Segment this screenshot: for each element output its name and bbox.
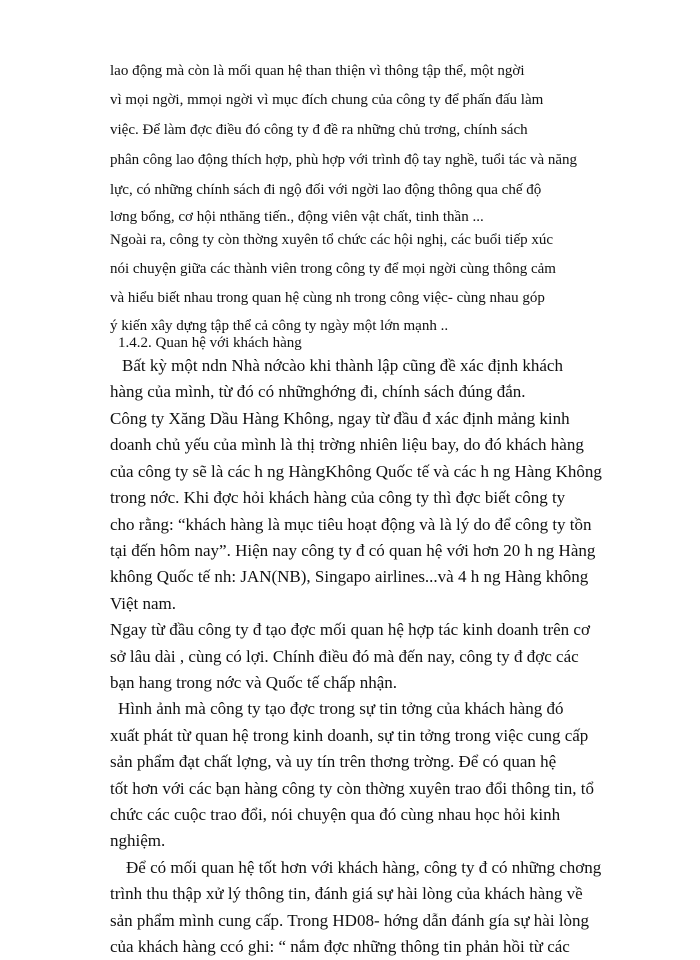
paragraph-line: trình thu thập xử lý thông tin, đánh giá sự hài lòng của khách hàng về bbox=[110, 884, 583, 904]
paragraph-line: lực, có những chính sách đi ngộ đối với ngời lao động thông qua chế độ bbox=[110, 182, 542, 198]
paragraph-line: vì mọi ngời, mmọi ngời vì mục đích chung của công ty để phấn đấu làm bbox=[110, 92, 544, 108]
paragraph-line: sở lâu dài , cùng có lợi. Chính điều đó mà đến nay, công ty đ đợc các bbox=[110, 646, 579, 666]
paragraph-line: Ngay từ đầu công ty đ tạo đợc mối quan hệ hợp tác kinh doanh trên cơ bbox=[110, 620, 590, 640]
section-heading: 1.4.2. Quan hệ với khách hàng bbox=[118, 335, 302, 351]
paragraph-line: phân công lao động thích hợp, phù hợp với trình độ tay nghề, tuổi tác và năng bbox=[110, 152, 578, 168]
paragraph-line: tốt hơn với các bạn hàng công ty còn thờng xuyên trao đổi thông tin, tổ bbox=[110, 778, 594, 798]
paragraph-line: Ngoài ra, công ty còn thờng xuyên tổ chức các hội nghị, các buổi tiếp xúc bbox=[110, 232, 554, 248]
paragraph-line: không Quốc tế nh: JAN(NB), Singapo airlines...và 4 h ng Hàng không bbox=[110, 567, 589, 587]
paragraph-line: nghiệm. bbox=[110, 831, 166, 851]
paragraph-line: cho rằng: “khách hàng là mục tiêu hoạt động và là lý do để công ty tồn bbox=[110, 514, 592, 534]
paragraph-line: Công ty Xăng Dầu Hàng Không, ngay từ đầu đ xác định mảng kinh bbox=[110, 408, 570, 428]
paragraph-line: hàng của mình, từ đó có nhữnghớng đi, chính sách đúng đắn. bbox=[110, 382, 526, 402]
paragraph-line: chức các cuộc trao đổi, nói chuyện qua đó cùng nhau học hỏi kinh bbox=[110, 805, 561, 824]
paragraph-line: Để có mối quan hệ tốt hơn với khách hàng, công ty đ có những chơng bbox=[126, 857, 602, 877]
paragraph-line: Hình ảnh mà công ty tạo đợc trong sự tin tởng của khách hàng đó bbox=[118, 699, 564, 719]
paragraph-line: xuất phát từ quan hệ trong kinh doanh, sự tin tởng trong việc cung cấp bbox=[110, 725, 589, 745]
paragraph-line: trong nớc. Khi đợc hỏi khách hàng của công ty thì đợc biết công ty bbox=[110, 488, 566, 507]
paragraph-line: nói chuyện giữa các thành viên trong công ty để mọi ngời cùng thông cảm bbox=[110, 261, 556, 277]
paragraph-line: Việt nam. bbox=[110, 593, 177, 613]
paragraph-line: doanh chủ yếu của mình là thị trờng nhiên liệu bay, do đó khách hàng bbox=[110, 435, 584, 455]
paragraph-line: lơng bổng, cơ hội nthăng tiến., động viên vật chất, tinh thần ... bbox=[110, 209, 484, 225]
paragraph-line: việc. Để làm đợc điều đó công ty đ đề ra những chủ trơng, chính sách bbox=[110, 122, 528, 138]
paragraph-line: và hiểu biết nhau trong quan hệ cùng nh trong công việc- cùng nhau góp bbox=[110, 290, 545, 306]
paragraph-line: ý kiến xây dựng tập thể cả công ty ngày một lớn mạnh .. bbox=[110, 318, 449, 334]
paragraph-line: Bất kỳ một ndn Nhà nớcào khi thành lập cũng đề xác định khách bbox=[122, 356, 563, 375]
paragraph-line: sản phẩm mình cung cấp. Trong HD08- hớng dẫn đánh gía sự hài lòng bbox=[110, 910, 590, 930]
paragraph-line: của khách hàng ccó ghi: “ nắm đợc những thông tin phản hồi từ các bbox=[110, 937, 570, 956]
paragraph-line: sản phẩm đạt chất lợng, và uy tín trên thơng trờng. Để có quan hệ bbox=[110, 752, 557, 772]
paragraph-line: tại đến hôm nay”. Hiện nay công ty đ có quan hệ với hơn 20 h ng Hàng bbox=[110, 540, 596, 560]
paragraph-line: lao động mà còn là mối quan hệ than thiện vì thông tập thể, một ngời bbox=[110, 63, 525, 79]
paragraph-line: của công ty sẽ là các h ng HàngKhông Quốc tế và các h ng Hàng Không bbox=[110, 461, 602, 481]
paragraph-line: bạn hang trong nớc và Quốc tế chấp nhận. bbox=[110, 672, 398, 692]
